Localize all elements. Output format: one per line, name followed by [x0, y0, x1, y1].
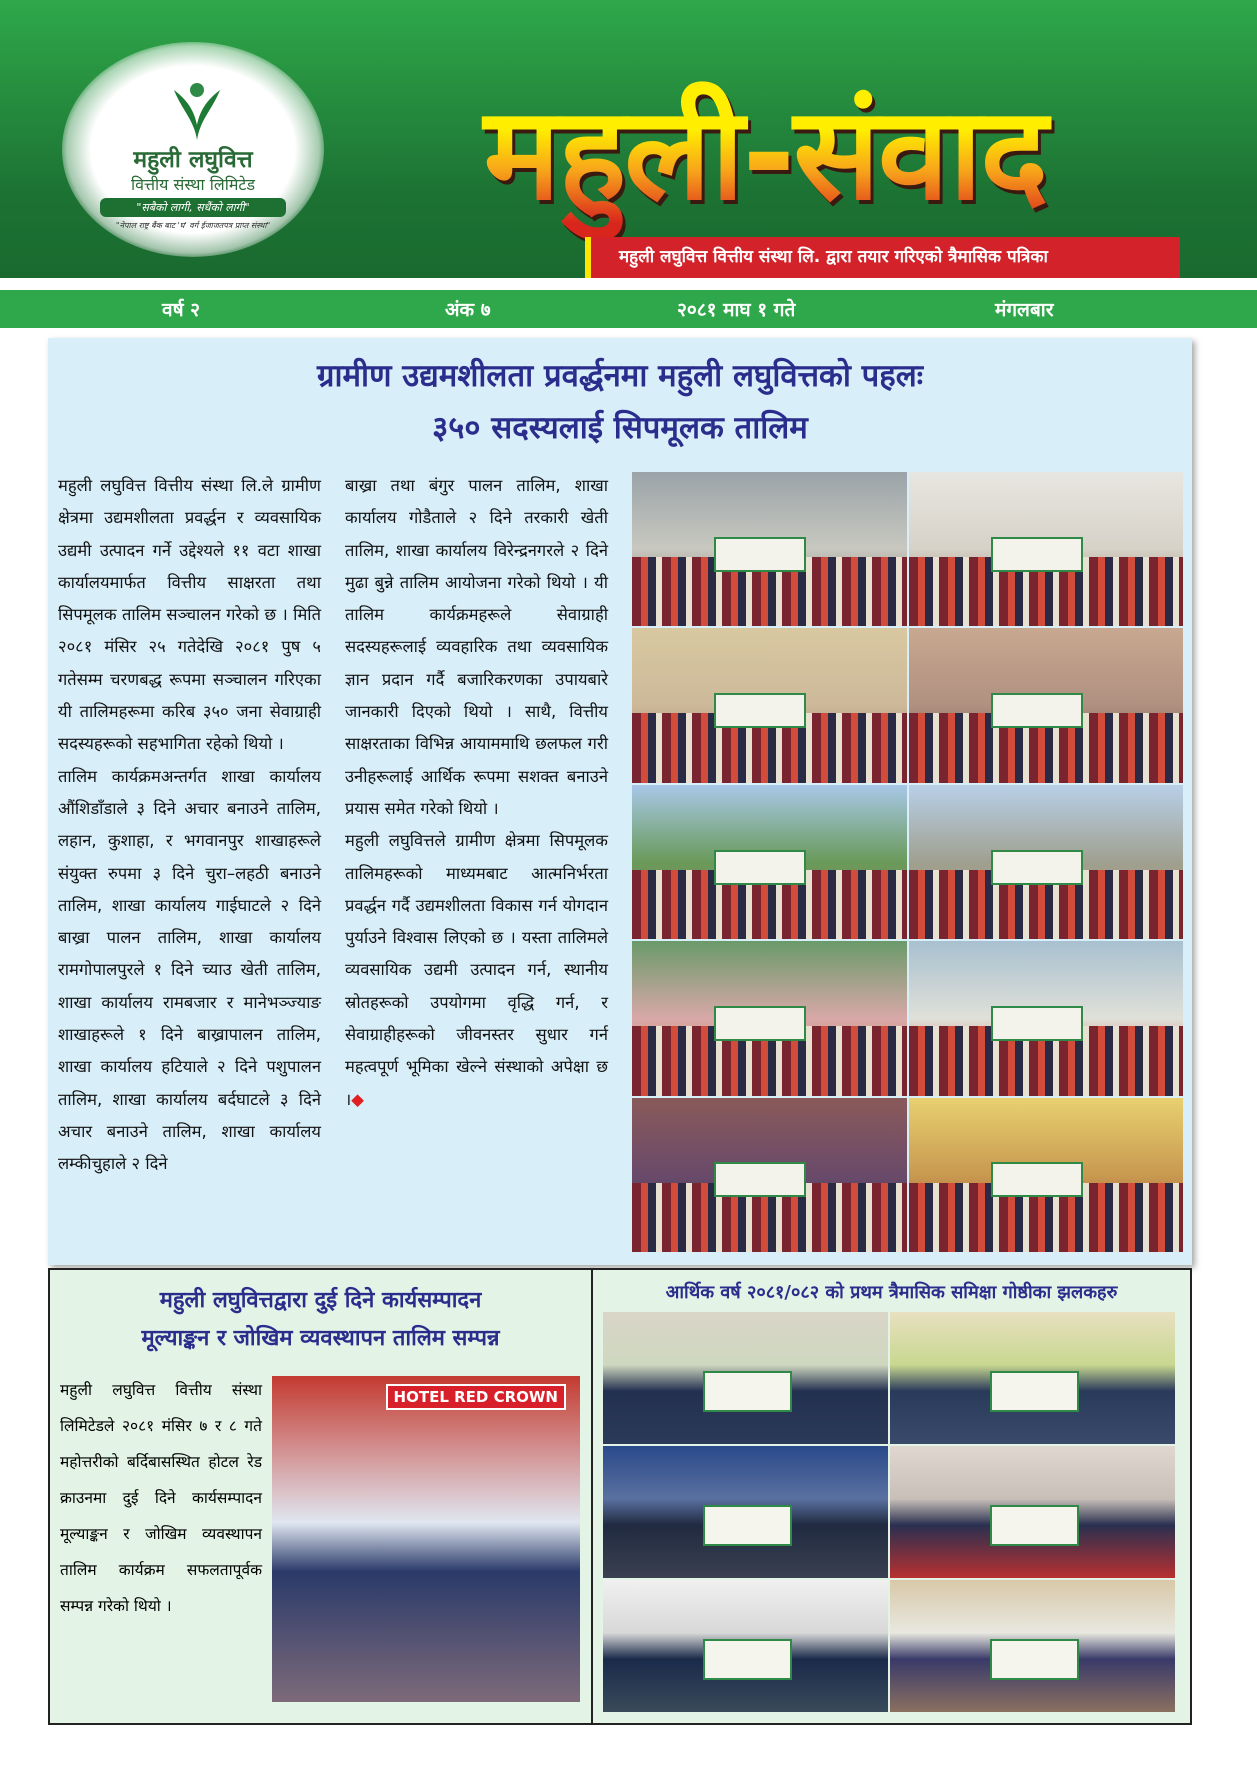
training-article — [48, 1268, 593, 1725]
logo-slogan: "सबैको लागी, सधैंको लागी" — [100, 198, 286, 217]
training-photo — [632, 941, 907, 1095]
logo-name: महुली लघुवित्त — [133, 147, 253, 173]
paragraph: तालिम कार्यक्रमअन्तर्गत शाखा कार्यालय औंशिडाँडाले ३ दिने अचार बनाउने तालिम, लहान, कुशाहा, र भगवानपुर शाखाहरूले संयुक्त रुपमा ३ दिने चुरा–लहठी बनाउने तालिम, शाखा कार्यालय गाईघाटले २ दिने बाख्रा पालन तालिम, शाखा कार्यालय रामगोपालपुरले १ दिने च्याउ खेती तालिम, शाखा कार्यालय रामबजार र मानेभञ्ज्याङ शाखाहरूले १ दिने बाख्रापालन तालिम, शाखा कार्यालय हटियाले २ दिने पशुपालन तालिम, शाखा कार्यालय बर्दघाटले ३ दिने अचार बनाउने तालिम, शाखा कार्यालय लम्कीचुहाले २ दिने — [58, 766, 321, 1174]
article-column-2 — [345, 470, 608, 1116]
paragraph: महुली लघुवित्तले ग्रामीण क्षेत्रमा सिपमूलक तालिमहरूको माध्यमबाट आत्मनिर्भरता प्रवर्द्धन गर्दै उद्यमशीलता विकास गर्न योगदान पुर्याउने विश्वास लिएको छ । यस्ता तालिमले व्यवसायिक उद्यमी उत्पादन गर्न, स्थानीय स्रोतहरूको उपयोगमा वृद्धि गर्न, र सेवाग्राहीहरूको जीवनस्तर सुधार गर्न महत्वपूर्ण भूमिका खेल्ने संस्थाको अपेक्षा छ । — [345, 831, 608, 1109]
lead-headline — [48, 350, 1192, 454]
headline-line-2: मूल्याङ्कन र जोखिम व्यवस्थापन तालिम सम्पन्न — [141, 1326, 500, 1351]
issue-year: वर्ष २ — [162, 299, 201, 321]
review-photo — [890, 1312, 1175, 1444]
training-body: महुली लघुवित्त वित्तीय संस्था लिमिटेडले २०८१ मंसिर ७ र ८ गते महोत्तरीको बर्दिबासस्थित होटल रेड क्राउनमा दुई दिने कार्यसम्पादन मूल्याङ्कन र जोखिम व्यवस्थापन तालिम कार्यक्रम सफलतापूर्वक सम्पन्न गरेको थियो । — [60, 1381, 262, 1615]
paragraph: महुली लघुवित्त वित्तीय संस्था लि.ले ग्रामीण क्षेत्रमा उद्यमशीलता प्रवर्द्धन र व्यवसायिक उद्यमी उत्पादन गर्ने उद्देश्यले ११ वटा शाखा कार्यालयमार्फत वित्तीय साक्षरता तथा सिपमूलक तालिम सञ्चालन गरेको छ । मिति २०८१ मंसिर २५ गतेदेखि २०८१ पुष ५ गतेसम्म चरणबद्ध रूपमा सञ्चालन गरिएका यी तालिमहरूमा करिब ३५० जना सेवाग्राही सदस्यहरूको सहभागिता रहेको थियो । — [58, 476, 321, 754]
training-photo — [632, 785, 907, 939]
lead-article — [48, 338, 1192, 1265]
training-photo — [632, 1098, 907, 1252]
review-photo-grid — [603, 1312, 1175, 1712]
headline-line-1: ग्रामीण उद्यमशीलता प्रवर्द्धनमा महुली लघुवित्तको पहलः — [316, 358, 923, 394]
review-photo — [890, 1580, 1175, 1712]
masthead-banner — [0, 0, 1257, 278]
hotel-training-photo — [272, 1376, 580, 1702]
review-photo — [603, 1446, 888, 1578]
training-photo — [632, 472, 907, 626]
training-photo — [909, 941, 1184, 1095]
logo — [62, 42, 324, 257]
issue-day: मंगलबार — [995, 299, 1054, 321]
logo-subname: वित्तीय संस्था लिमिटेड — [130, 175, 256, 194]
headline-line-2: ३५० सदस्यलाई सिपमूलक तालिम — [432, 410, 808, 446]
review-photo — [890, 1446, 1175, 1578]
article-column-1 — [58, 470, 321, 1181]
training-photo — [909, 472, 1184, 626]
sprout-person-icon — [172, 80, 222, 140]
training-photo-grid — [632, 472, 1183, 1252]
training-photo — [909, 1098, 1184, 1252]
headline-line-1: महुली लघुवित्तद्वारा दुई दिने कार्यसम्पादन — [159, 1288, 482, 1313]
logo-license: "नेपाल राष्ट्र बैंक बाट 'घ' वर्ग ईजाजतपत्र प्राप्त संस्था" — [115, 221, 271, 230]
masthead-title: महुली-संवाद — [340, 70, 1190, 240]
training-photo — [909, 785, 1184, 939]
issue-date: २०८१ माघ १ गते — [677, 299, 796, 321]
end-diamond-icon: ◆ — [351, 1089, 364, 1109]
hotel-sign: HOTEL RED CROWN — [386, 1384, 566, 1410]
issue-bar — [0, 290, 1257, 328]
masthead-tagline: महुली लघुवित्त वित्तीय संस्था लि. द्वारा तयार गरिएको त्रैमासिक पत्रिका — [585, 237, 1180, 278]
training-headline — [50, 1282, 591, 1358]
review-photo — [603, 1580, 888, 1712]
training-photo — [632, 628, 907, 782]
review-gallery — [593, 1268, 1192, 1725]
paragraph: बाख्रा तथा बंगुर पालन तालिम, शाखा कार्यालय गोडैताले २ दिने तरकारी खेती तालिम, शाखा कार्यालय विरेन्द्रनगरले २ दिने मुढा बुन्ने तालिम आयोजना गरेको थियो । यी तालिम कार्यक्रमहरूले सेवाग्राही सदस्यहरूलाई व्यवहारिक तथा व्यवसायिक ज्ञान प्रदान गर्दै बजारिकरणका उपायबारे जानकारी दिएको थियो । साथै, वित्तीय साक्षरताका विभिन्न आयाममाथि छलफल गरी उनीहरूलाई आर्थिक रूपमा सशक्त बनाउने प्रयास समेत गरेको थियो । — [345, 476, 608, 818]
training-photo — [909, 628, 1184, 782]
review-headline: आर्थिक वर्ष २०८१/०८२ को प्रथम त्रैमासिक समिक्षा गोष्ठीका झलकहरु — [665, 1282, 1118, 1303]
issue-number: अंक ७ — [445, 299, 491, 321]
review-photo — [603, 1312, 888, 1444]
